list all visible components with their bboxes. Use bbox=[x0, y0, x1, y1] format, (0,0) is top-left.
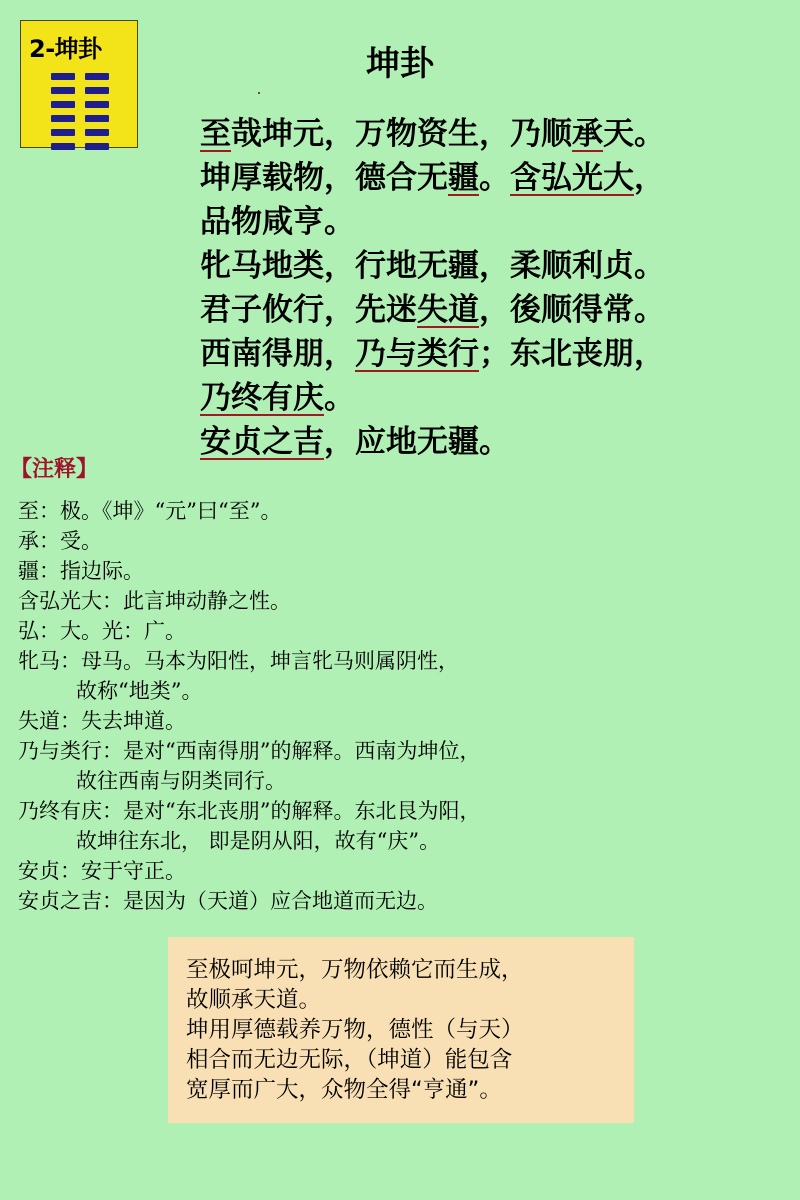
verse-text: 。 bbox=[324, 380, 355, 416]
hexagram-verse bbox=[200, 112, 790, 464]
translation-line: 至极呵坤元，万物依赖它而生成， bbox=[186, 957, 524, 983]
verse-line bbox=[200, 156, 790, 200]
note-item: 故称“地类”。 bbox=[76, 679, 203, 703]
verse-text: 哉坤元，万物资生，乃顺 bbox=[231, 116, 572, 152]
verse-text: ， bbox=[634, 160, 665, 196]
notes-list bbox=[18, 496, 788, 916]
verse-text: ，应地无疆。 bbox=[324, 424, 510, 460]
note-item: 故往西南与阴类同行。 bbox=[76, 769, 286, 793]
verse-text: 。 bbox=[479, 160, 510, 196]
yin-line bbox=[51, 101, 109, 108]
yin-line bbox=[51, 115, 109, 122]
hexagram-badge bbox=[20, 20, 138, 148]
note-item: 失道：失去坤道。 bbox=[18, 709, 186, 733]
verse-key-term: 乃与类行 bbox=[355, 336, 479, 372]
verse-line bbox=[200, 376, 790, 420]
yin-line bbox=[51, 73, 109, 80]
verse-key-term: 疆 bbox=[448, 160, 479, 196]
verse-key-term: 含弘光大 bbox=[510, 160, 634, 196]
verse-text: 君子攸行，先迷 bbox=[200, 292, 417, 328]
verse-key-term: 安贞之吉 bbox=[200, 424, 324, 460]
verse-text: ，後顺得常。 bbox=[479, 292, 665, 328]
decorative-dot bbox=[258, 92, 260, 94]
verse-key-term: 乃终有庆 bbox=[200, 380, 324, 416]
kun-hexagram-icon bbox=[51, 73, 109, 157]
verse-line bbox=[200, 200, 790, 244]
translation-line: 坤用厚德载养万物，德性（与天） bbox=[186, 1017, 524, 1043]
note-item: 含弘光大：此言坤动静之性。 bbox=[18, 589, 291, 613]
note-item: 承：受。 bbox=[18, 529, 102, 553]
translation-line: 宽厚而广大，众物全得“亨通”。 bbox=[186, 1077, 502, 1103]
note-item: 牝马：母马。马本为阳性，坤言牝马则属阴性， bbox=[18, 649, 459, 673]
verse-text: 牝马地类，行地无疆，柔顺利贞。 bbox=[200, 248, 665, 284]
note-item: 安贞之吉：是因为（天道）应合地道而无边。 bbox=[18, 889, 438, 913]
yin-line bbox=[51, 129, 109, 136]
note-item: 安贞：安于守正。 bbox=[18, 859, 186, 883]
translation-line: 相合而无边无际，（坤道）能包含 bbox=[186, 1047, 513, 1073]
note-item: 至：极。《坤》“元”曰“至”。 bbox=[18, 499, 282, 523]
verse-text: 天。 bbox=[603, 116, 665, 152]
verse-text: ；东北丧朋， bbox=[479, 336, 665, 372]
verse-line bbox=[200, 332, 790, 376]
verse-text: 坤厚载物，德合无 bbox=[200, 160, 448, 196]
yin-line bbox=[51, 143, 109, 150]
note-item: 疆：指边际。 bbox=[18, 559, 144, 583]
badge-label: 2-坤卦 bbox=[29, 35, 102, 63]
note-item: 弘：大。光：广。 bbox=[18, 619, 186, 643]
note-item: 故坤往东北， 即是阴从阳，故有“庆”。 bbox=[76, 829, 441, 853]
verse-line bbox=[200, 420, 790, 464]
verse-key-term: 承 bbox=[572, 116, 603, 152]
yin-line bbox=[51, 87, 109, 94]
translation-line: 故顺承天道。 bbox=[186, 987, 322, 1013]
verse-line bbox=[200, 244, 790, 288]
translation-box bbox=[168, 937, 634, 1123]
notes-heading: 【注释】 bbox=[10, 457, 99, 482]
verse-line bbox=[200, 288, 790, 332]
verse-text: 品物咸亨。 bbox=[200, 204, 355, 240]
page-title: 坤卦 bbox=[366, 44, 434, 84]
verse-line bbox=[200, 112, 790, 156]
note-item: 乃终有庆：是对“东北丧朋”的解释。东北艮为阳， bbox=[18, 799, 481, 823]
note-item: 乃与类行：是对“西南得朋”的解释。西南为坤位， bbox=[18, 739, 481, 763]
verse-key-term: 失道 bbox=[417, 292, 479, 328]
verse-key-term: 至 bbox=[200, 116, 231, 152]
verse-text: 西南得朋， bbox=[200, 336, 355, 372]
